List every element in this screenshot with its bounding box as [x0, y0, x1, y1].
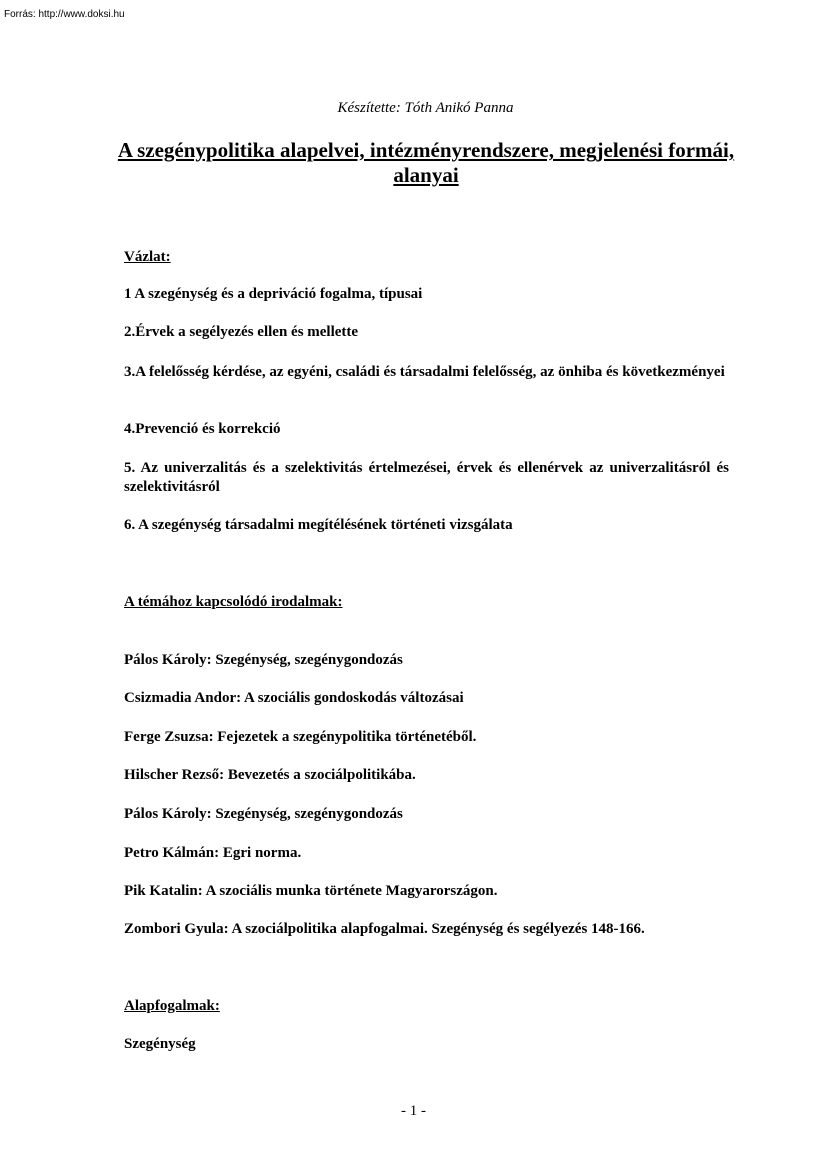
concepts-item-1: Szegénység [124, 1036, 196, 1052]
outline-item-1: 1 A szegénység és a depriváció fogalma, típusai [124, 286, 423, 302]
page-number: - 1 - [401, 1103, 426, 1119]
outline-item-5: 5. Az univerzalitás és a szelektivitás értelmezései, érvek és ellenérvek az univerzalitásról és szelektivitásról [124, 460, 729, 495]
literature-item-5: Pálos Károly: Szegénység, szegénygondozás [124, 806, 403, 822]
outline-item-2: 2.Érvek a segélyezés ellen és mellette [124, 324, 359, 340]
literature-item-3: Ferge Zsuzsa: Fejezetek a szegénypolitika történetéből. [124, 729, 477, 745]
outline-item-3: 3.A felelősség kérdése, az egyéni, családi és társadalmi felelősség, az önhiba és következményei [124, 364, 725, 380]
literature-item-7: Pik Katalin: A szociális munka története Magyarországon. [124, 883, 498, 899]
literature-item-8: Zombori Gyula: A szociálpolitika alapfogalmai. Szegénység és segélyezés 148-166. [124, 921, 645, 937]
author-line: Készítette: Tóth Anikó Panna [337, 100, 514, 116]
source-note: Forrás: http://www.doksi.hu [4, 9, 125, 20]
outline-heading: Vázlat: [124, 249, 171, 265]
literature-heading: A témához kapcsolódó irodalmak: [124, 594, 343, 610]
literature-item-1: Pálos Károly: Szegénység, szegénygondozás [124, 652, 403, 668]
literature-item-6: Petro Kálmán: Egri norma. [124, 845, 302, 861]
outline-item-4: 4.Prevenció és korrekció [124, 421, 281, 437]
outline-item-6: 6. A szegénység társadalmi megítélésének történeti vizsgálata [124, 517, 513, 533]
document-title: A szegénypolitika alapelvei, intézményrendszere, megjelenési formái, alanyai [117, 138, 735, 187]
literature-item-4: Hilscher Rezső: Bevezetés a szociálpolitikába. [124, 767, 416, 783]
concepts-heading: Alapfogalmak: [124, 998, 220, 1014]
literature-item-2: Csizmadia Andor: A szociális gondoskodás változásai [124, 690, 464, 706]
